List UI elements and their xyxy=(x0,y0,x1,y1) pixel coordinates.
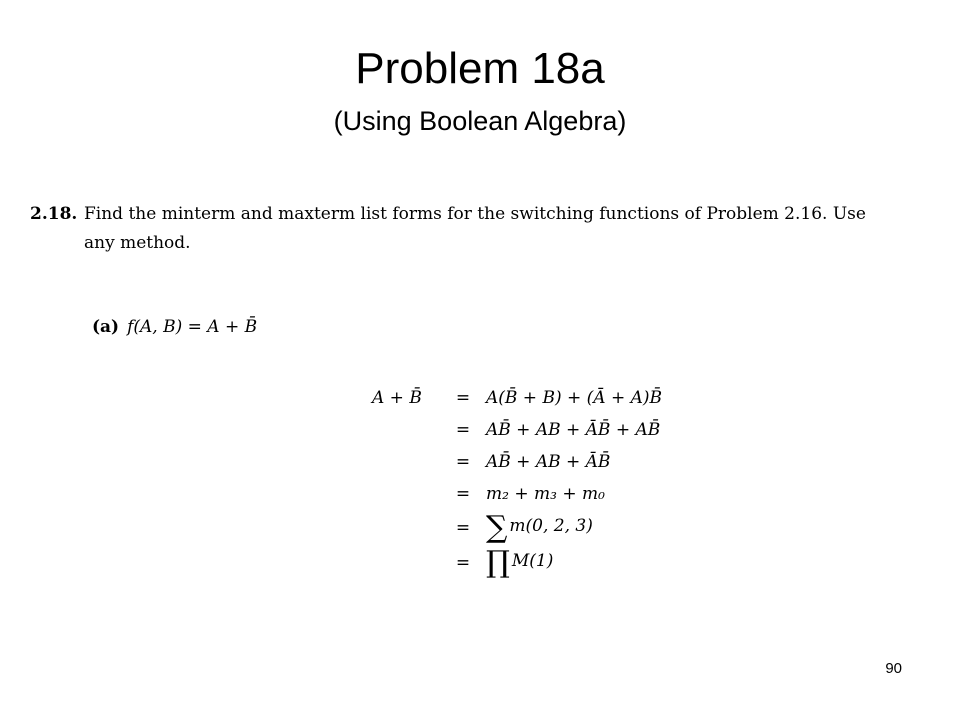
part-a-function: f(A, B) = A + B̄ xyxy=(127,317,258,337)
derivation-step-2: AB̄ + AB + ĀB̄ + AB̄ xyxy=(486,420,661,440)
derivation-lhs: A + B̄ xyxy=(372,388,422,408)
equals-sign: = xyxy=(455,484,471,504)
derivation-step-5 xyxy=(486,510,662,545)
product-symbol: ∏ xyxy=(486,545,510,580)
problem-statement xyxy=(30,200,930,258)
derivation-row xyxy=(372,446,662,478)
summation-symbol: ∑ xyxy=(486,510,508,545)
part-a-label: (a) xyxy=(92,317,120,337)
problem-number: 2.18. xyxy=(30,204,78,224)
equals-sign: = xyxy=(455,452,471,472)
equals-sign: = xyxy=(455,552,471,573)
problem-line-1 xyxy=(30,200,930,229)
maxterm-list: M(1) xyxy=(511,551,554,571)
derivation-table xyxy=(372,382,662,580)
derivation-step-6 xyxy=(486,545,662,580)
derivation-step-4: m₂ + m₃ + m₀ xyxy=(486,484,605,504)
equals-sign: = xyxy=(455,420,471,440)
problem-text-line-1: Find the minterm and maxterm list forms for the switching functions of Problem 2.16. Use xyxy=(84,204,866,224)
derivation-row xyxy=(372,510,662,545)
equals-sign: = xyxy=(455,517,471,538)
part-a xyxy=(92,317,257,337)
derivation-row xyxy=(372,414,662,446)
derivation-step-1: A(B̄ + B) + (Ā + A)B̄ xyxy=(486,388,662,408)
problem-text-line-2: any method. xyxy=(84,233,191,253)
slide-title: Problem 18a xyxy=(355,44,605,93)
derivation-row xyxy=(372,478,662,510)
equals-sign: = xyxy=(455,388,471,408)
page-number: 90 xyxy=(885,660,902,677)
derivation-row xyxy=(372,382,662,414)
derivation-step-3: AB̄ + AB + ĀB̄ xyxy=(486,452,611,472)
derivation-row xyxy=(372,545,662,580)
slide-subtitle: (Using Boolean Algebra) xyxy=(333,106,627,136)
minterm-list: m(0, 2, 3) xyxy=(509,516,593,536)
